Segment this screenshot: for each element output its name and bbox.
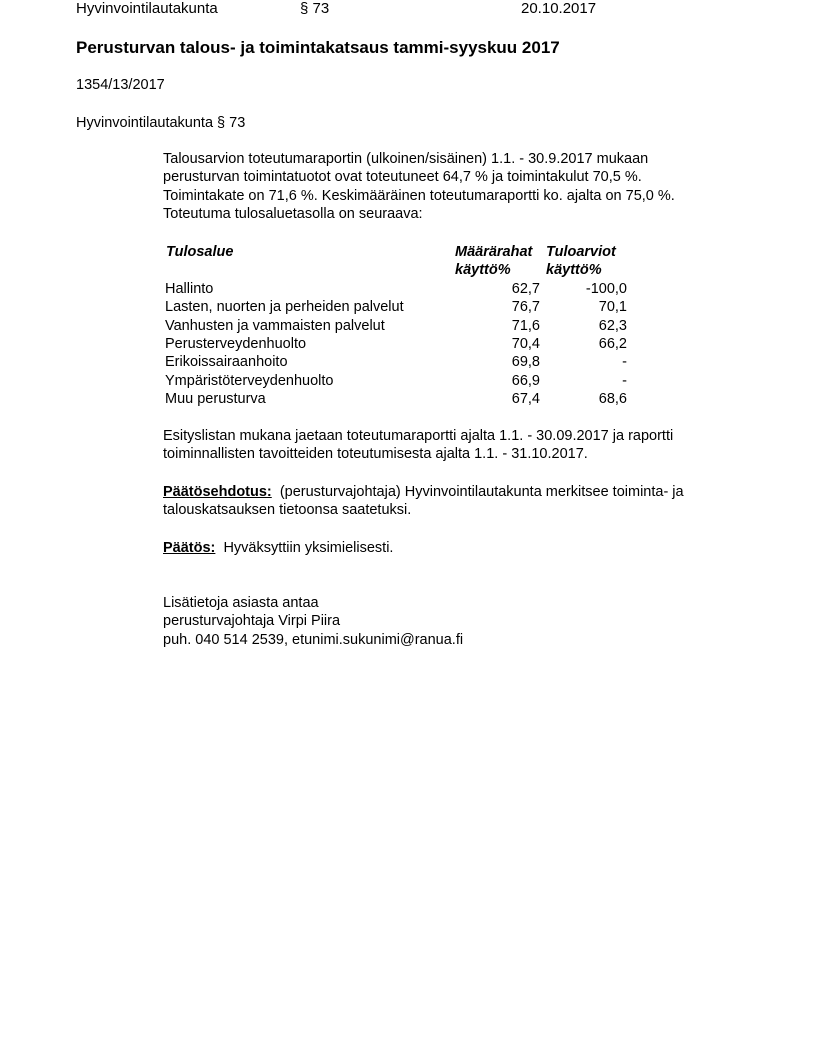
intro-line: Toteutuma tulosaluetasolla on seuraava: xyxy=(163,205,423,222)
intro-paragraph xyxy=(163,150,763,223)
table-row xyxy=(165,335,627,353)
table-cell-maararahat: 67,4 xyxy=(511,390,540,407)
header-section: § 73 xyxy=(300,0,330,17)
table-cell-maararahat: 66,9 xyxy=(511,372,540,389)
proposal-label: Päätösehdotus: xyxy=(163,484,272,500)
table-row xyxy=(165,280,627,298)
proposal-text: talouskatsauksen tietoonsa saatetuksi. xyxy=(163,502,412,519)
table-cell-tuloarviot: 68,6 xyxy=(598,390,627,407)
attachment-line: toiminnallisten tavoitteiden toteutumisesta ajalta 1.1. - 31.10.2017. xyxy=(163,446,588,463)
proposal-text: (perusturvajohtaja) Hyvinvointilautakunta merkitsee toiminta- ja xyxy=(279,484,684,500)
decision-proposal xyxy=(163,483,763,520)
contact-info xyxy=(163,594,763,649)
table-cell-maararahat: 70,4 xyxy=(511,335,540,352)
table-row xyxy=(165,353,627,371)
table-cell-area: Vanhusten ja vammaisten palvelut xyxy=(165,317,385,334)
table-header-line: Määrärahat xyxy=(455,244,533,260)
table-row xyxy=(165,298,627,316)
table-row xyxy=(165,372,627,390)
table-cell-tuloarviot: 62,3 xyxy=(598,317,627,334)
table-row xyxy=(165,390,627,408)
table-cell-maararahat: 76,7 xyxy=(511,299,540,316)
table-cell-tuloarviot: 70,1 xyxy=(598,299,627,316)
table-cell-area: Hallinto xyxy=(165,281,214,297)
table-header-tuloarviot xyxy=(546,243,616,279)
table-cell-area: Ympäristöterveydenhuolto xyxy=(165,372,334,389)
table-cell-maararahat: 62,7 xyxy=(511,281,540,297)
decision-text: Hyväksyttiin yksimielisesti. xyxy=(223,540,394,556)
contact-line: Lisätietoja asiasta antaa xyxy=(163,595,319,611)
reference-number: 1354/13/2017 xyxy=(76,77,165,93)
table-cell-tuloarviot: -100,0 xyxy=(585,281,627,297)
table-header-maararahat xyxy=(455,243,532,279)
table-cell-area: Erikoissairaanhoito xyxy=(165,354,288,371)
intro-line: Talousarvion toteutumaraportin (ulkoinen/sisäinen) 1.1. - 30.9.2017 mukaan xyxy=(163,151,649,167)
intro-line: perusturvan toimintatuotot ovat toteutuneet 64,7 % ja toimintakulut 70,5 %. xyxy=(163,169,642,186)
table-cell-area: Perusterveydenhuolto xyxy=(165,335,307,352)
table-cell-tuloarviot: - xyxy=(622,354,627,371)
table-cell-area: Muu perusturva xyxy=(165,390,266,407)
table-cell-tuloarviot: - xyxy=(622,372,627,389)
committee-section: Hyvinvointilautakunta § 73 xyxy=(76,115,246,131)
header-committee: Hyvinvointilautakunta xyxy=(76,0,218,17)
header-date: 20.10.2017 xyxy=(521,0,597,17)
table-cell-area: Lasten, nuorten ja perheiden palvelut xyxy=(165,299,404,316)
table-header-line: Tuloarviot xyxy=(546,244,616,260)
table-cell-maararahat: 69,8 xyxy=(511,354,540,371)
intro-line: Toimintakate on 71,6 %. Keskimääräinen toteutumaraportti ko. ajalta on 75,0 %. xyxy=(163,187,675,204)
table-header-line: käyttö% xyxy=(546,262,602,278)
page-title: Perusturvan talous- ja toimintakatsaus tammi-syyskuu 2017 xyxy=(76,38,560,57)
attachment-line: Esityslistan mukana jaetaan toteutumaraportti ajalta 1.1. - 30.09.2017 ja raportti xyxy=(163,428,674,444)
decision xyxy=(163,539,763,557)
table-cell-tuloarviot: 66,2 xyxy=(598,335,627,352)
table-cell-maararahat: 71,6 xyxy=(511,317,540,334)
table-header-area: Tulosalue xyxy=(166,244,234,260)
table-row xyxy=(165,317,627,335)
decision-label: Päätös: xyxy=(163,540,216,556)
attachment-paragraph xyxy=(163,427,763,464)
contact-line: puh. 040 514 2539, etunimi.sukunimi@ranua.fi xyxy=(163,631,464,648)
contact-line: perusturvajohtaja Virpi Piira xyxy=(163,613,341,630)
table-header-line: käyttö% xyxy=(455,262,511,278)
